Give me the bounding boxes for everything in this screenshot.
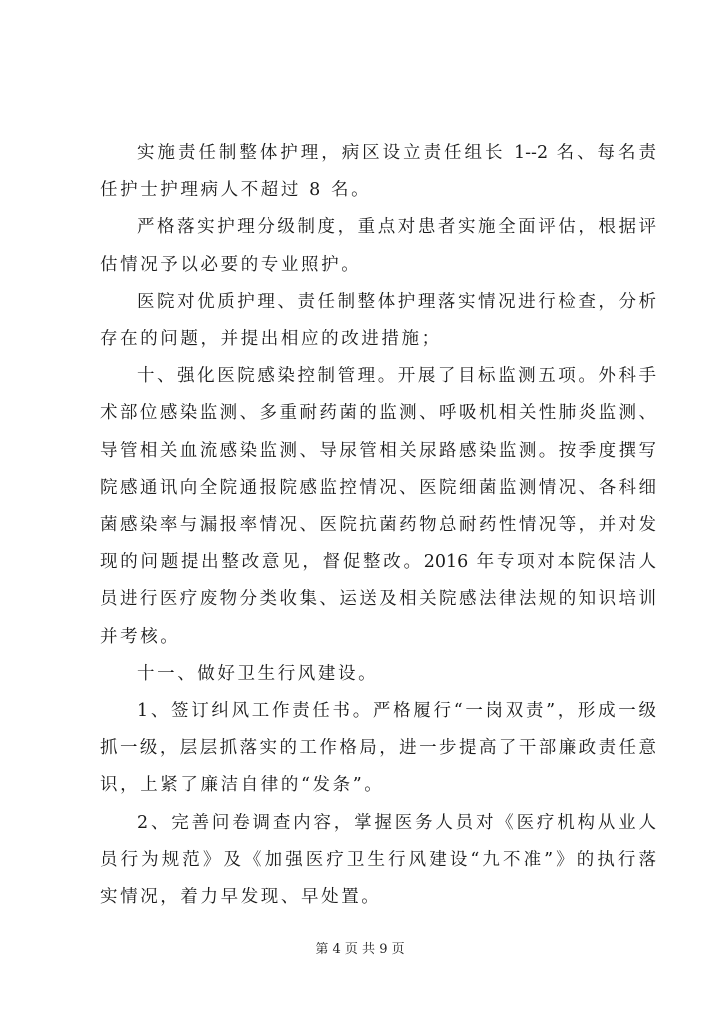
- paragraph-line: 十、强化医院感染控制管理。开展了目标监测五项。外科手: [137, 366, 656, 386]
- paragraph-line: 并考核。: [100, 627, 181, 647]
- paragraph-line: 员进行医疗废物分类收集、运送及相关院感法律法规的知识培训: [100, 589, 656, 609]
- paragraph-line: 院感通讯向全院通报院感监控情况、医院细菌监测情况、各科细: [100, 478, 656, 498]
- paragraph-line: 菌感染率与漏报率情况、医院抗菌药物总耐药性情况等，并对发: [100, 515, 656, 535]
- paragraph-line: 识，上紧了廉洁自律的“发条”。: [100, 775, 385, 795]
- paragraph-line: 员行为规范》及《加强医疗卫生行风建设“九不准”》的执行落: [100, 850, 656, 870]
- paragraph-line: 十一、做好卫生行风建设。: [137, 664, 379, 684]
- paragraph-line: 估情况予以必要的专业照护。: [100, 255, 362, 275]
- paragraph-line: 抓一级，层层抓落实的工作格局，进一步提高了干部廉政责任意: [100, 738, 656, 758]
- paragraph-line: 导管相关血流感染监测、导尿管相关尿路感染监测。按季度撰写: [100, 441, 656, 461]
- page-footer: 第 4 页 共 9 页: [315, 942, 405, 957]
- paragraph-line: 严格落实护理分级制度，重点对患者实施全面评估，根据评: [137, 217, 656, 237]
- paragraph-line: 存在的问题，并提出相应的改进措施；: [100, 329, 442, 349]
- paragraph-line: 任护士护理病人不超过 8 名。: [100, 180, 372, 200]
- paragraph-line: 实情况，着力早发现、早处置。: [100, 887, 382, 907]
- paragraph-line: 现的问题提出整改意见，督促整改。2016 年专项对本院保洁人: [100, 552, 656, 572]
- paragraph-line: 1、签订纠风工作责任书。严格履行“一岗双责”，形成一级: [137, 701, 656, 721]
- paragraph-line: 实施责任制整体护理，病区设立责任组长 1--2 名、每名责: [137, 143, 656, 163]
- paragraph-line: 2、完善问卷调查内容，掌握医务人员对《医疗机构从业人: [137, 813, 656, 833]
- paragraph-line: 术部位感染监测、多重耐药菌的监测、呼吸机相关性肺炎监测、: [100, 403, 656, 423]
- paragraph-line: 医院对优质护理、责任制整体护理落实情况进行检查，分析: [137, 292, 656, 312]
